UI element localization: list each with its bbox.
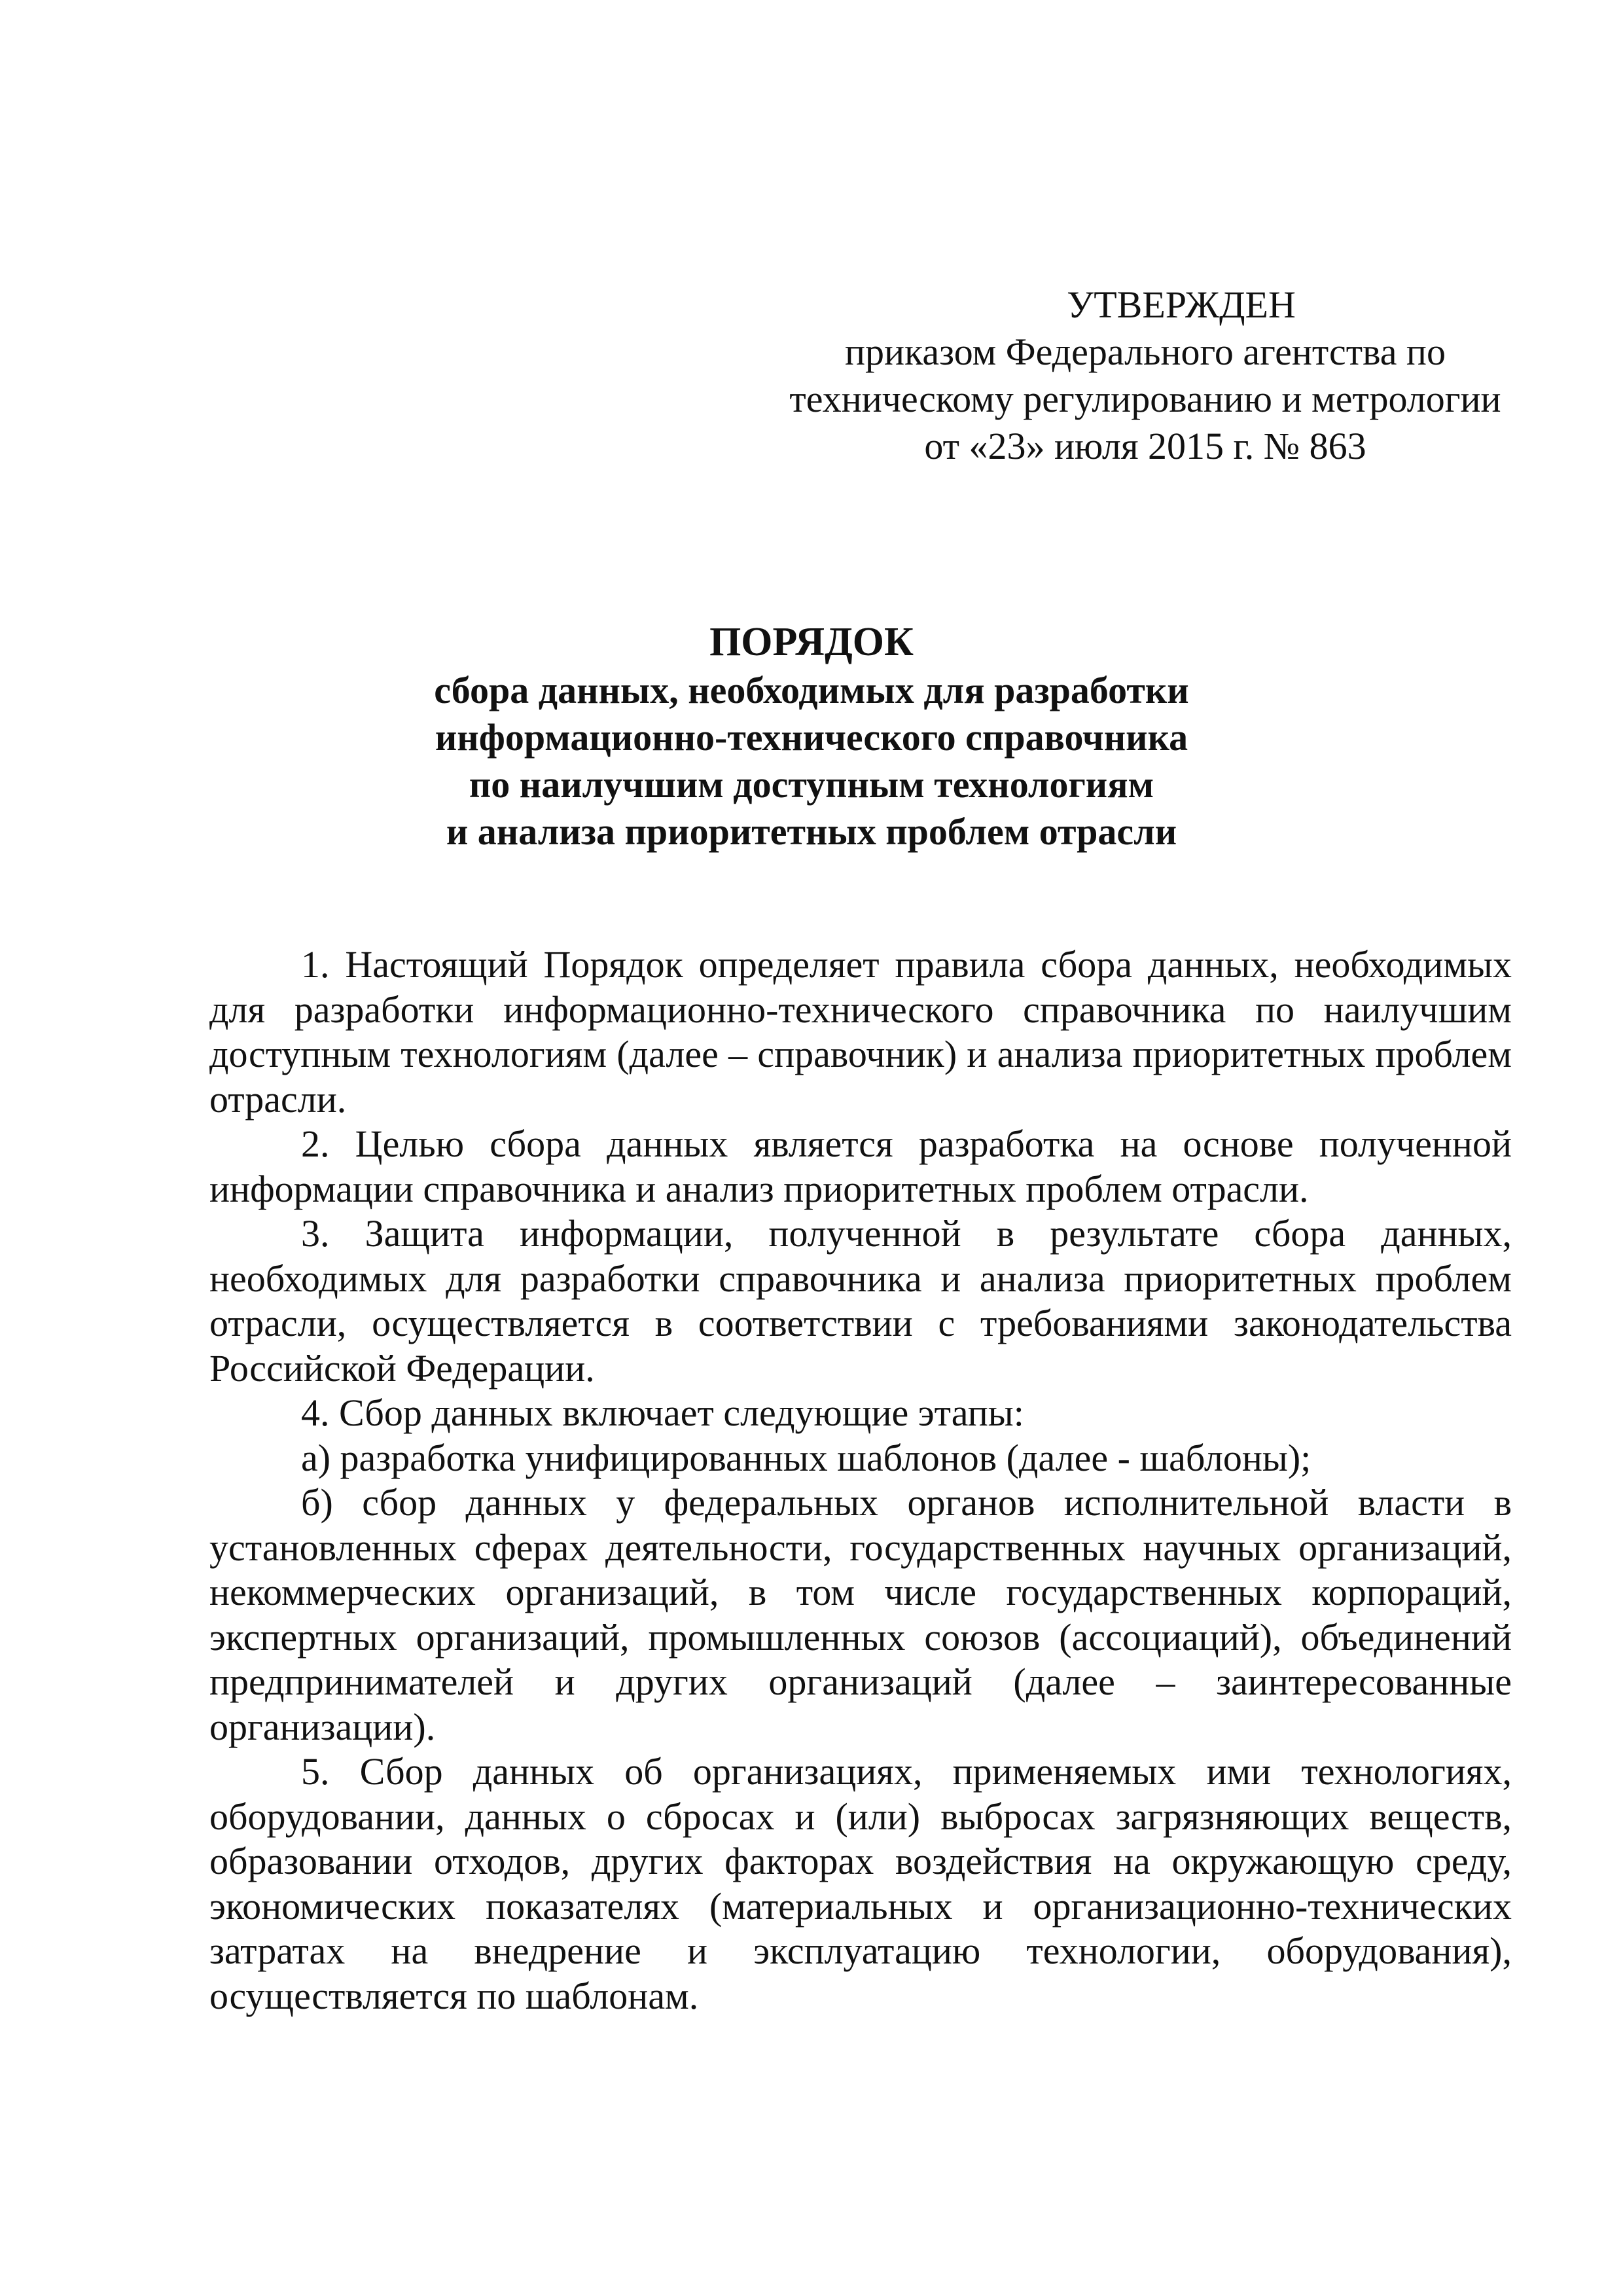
approval-line: приказом Федерального агентства по <box>845 331 1446 373</box>
approval-title: УТВЕРЖДЕН <box>1067 283 1296 326</box>
document-subtitle-line: и анализа приоритетных проблем отрасли <box>446 810 1177 853</box>
paragraph-3: 3. Защита информации, полученной в результате сбора данных, необходимых для разработки справочника и анализа приоритетных проблем отрасли, осуществляется в соответствии с требованиями законодательства Российской Федерации. <box>209 1212 1512 1390</box>
approval-order-date: от «23» июля 2015 г. № 863 <box>924 425 1366 467</box>
paragraph-4b: б) сбор данных у федеральных органов исполнительной власти в установленных сферах деятельности, государственных научных организаций, некоммерческих организаций, в том числе государственных корпораций, экспертных организаций, промышленных союзов (ассоциаций), объединений предпринимателей и других организаций (далее – заинтересованные организации). <box>209 1481 1512 1748</box>
paragraph-1: 1. Настоящий Порядок определяет правила сбора данных, необходимых для разработки информационно-технического справочника по наилучшим доступным технологиям (далее – справочник) и анализа приоритетных проблем отрасли. <box>209 943 1512 1121</box>
document-body <box>209 942 1512 2018</box>
paragraph-4: 4. Сбор данных включает следующие этапы: <box>301 1391 1024 1434</box>
document-subtitle-line: по наилучшим доступным технологиям <box>469 763 1154 806</box>
document-title: ПОРЯДОК <box>709 620 914 664</box>
paragraph-2: 2. Целью сбора данных является разработка на основе полученной информации справочника и анализ приоритетных проблем отрасли. <box>209 1122 1512 1210</box>
approval-line: техническому регулированию и метрологии <box>789 378 1501 420</box>
document-subtitle-line: информационно-технического справочника <box>435 716 1188 759</box>
document-heading <box>209 619 1414 855</box>
approval-stamp-block <box>720 281 1571 470</box>
paragraph-4a: а) разработка унифицированных шаблонов (далее - шаблоны); <box>301 1436 1311 1479</box>
document-subtitle-line: сбора данных, необходимых для разработки <box>434 669 1189 711</box>
paragraph-5: 5. Сбор данных об организациях, применяемых ими технологиях, оборудовании, данных о сбросах и (или) выбросах загрязняющих веществ, образовании отходов, других факторах воздействия на окружающую среду, экономических показателях (материальных и организационно-технических затратах на внедрение и эксплуатацию технологии, оборудования), осуществляется по шаблонам. <box>209 1750 1512 2017</box>
